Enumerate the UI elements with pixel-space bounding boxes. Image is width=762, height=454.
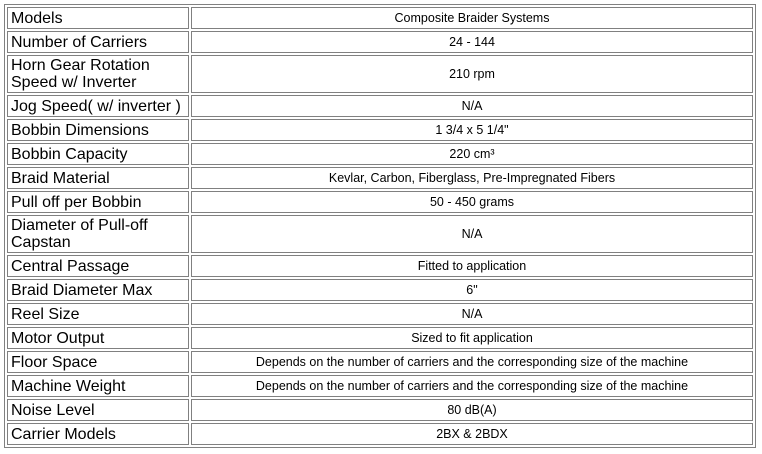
row-value: 50 - 450 grams [191,191,753,213]
table-row-jog-speed [7,95,753,117]
table-row-central-passage [7,255,753,277]
row-label: Diameter of Pull-off Capstan [7,215,189,253]
table-row-models [7,7,753,29]
row-label: Number of Carriers [7,31,189,53]
row-label: Horn Gear Rotation Speed w/ Inverter [7,55,189,93]
row-value: N/A [191,95,753,117]
specifications-table [4,4,756,448]
row-label: Central Passage [7,255,189,277]
row-value: N/A [191,215,753,253]
row-value: Sized to fit application [191,327,753,349]
row-value: 80 dB(A) [191,399,753,421]
table-row-noise-level [7,399,753,421]
row-value: Kevlar, Carbon, Fiberglass, Pre-Impregnated Fibers [191,167,753,189]
row-value: Depends on the number of carriers and the corresponding size of the machine [191,375,753,397]
table-row-floor-space [7,351,753,373]
row-value: N/A [191,303,753,325]
table-row-horn-gear-rotation-speed [7,55,753,93]
row-value: Fitted to application [191,255,753,277]
row-label: Bobbin Dimensions [7,119,189,141]
row-label: Pull off per Bobbin [7,191,189,213]
row-label: Braid Diameter Max [7,279,189,301]
row-label: Models [7,7,189,29]
row-label: Machine Weight [7,375,189,397]
table-row-reel-size [7,303,753,325]
row-label: Floor Space [7,351,189,373]
row-label: Braid Material [7,167,189,189]
table-row-braid-diameter-max [7,279,753,301]
row-label: Reel Size [7,303,189,325]
table-row-bobbin-capacity [7,143,753,165]
row-value: 24 - 144 [191,31,753,53]
table-row-number-of-carriers [7,31,753,53]
specifications-table-body [7,7,753,445]
row-label: Carrier Models [7,423,189,445]
row-value: 220 cm³ [191,143,753,165]
row-label: Noise Level [7,399,189,421]
row-value: 2BX & 2BDX [191,423,753,445]
row-label: Jog Speed( w/ inverter ) [7,95,189,117]
table-row-diameter-of-pull-off-capstan [7,215,753,253]
row-value: Composite Braider Systems [191,7,753,29]
row-value: 210 rpm [191,55,753,93]
row-label: Bobbin Capacity [7,143,189,165]
row-label: Motor Output [7,327,189,349]
table-row-machine-weight [7,375,753,397]
row-value: 1 3/4 x 5 1/4" [191,119,753,141]
table-row-motor-output [7,327,753,349]
table-row-carrier-models [7,423,753,445]
row-value: Depends on the number of carriers and the corresponding size of the machine [191,351,753,373]
row-value: 6" [191,279,753,301]
table-row-braid-material [7,167,753,189]
table-row-bobbin-dimensions [7,119,753,141]
table-row-pull-off-per-bobbin [7,191,753,213]
